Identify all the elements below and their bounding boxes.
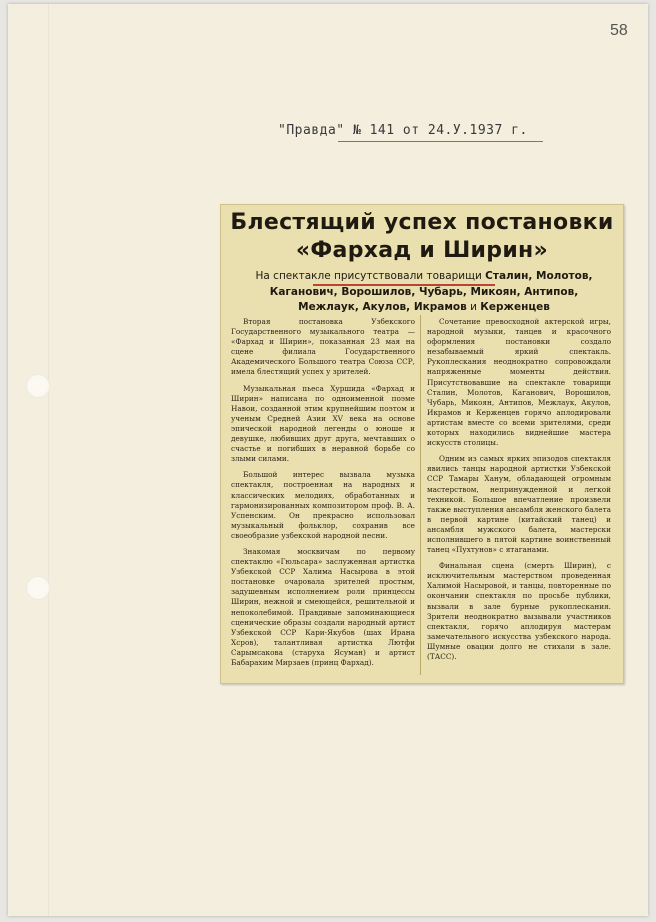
archive-sheet — [8, 4, 648, 916]
sheet-fold — [48, 4, 49, 916]
headline-line-1: Блестящий успех постановки — [230, 210, 614, 235]
newspaper-clipping — [220, 204, 624, 684]
paragraph: Музыкальная пьеса Хуршида «Фархад и Ширин» написана по одноименной поэме Навои, созданной этим крупнейшим поэтом и ученым Средней Азии XV века на основе эпической народной легенды о юноше и девушке, любивших друг друга, мечтавших о счастье и погибших в неравной борьбе со злыми силами. — [231, 383, 415, 464]
paragraph: Вторая постановка Узбекского Государственного музыкального театра — «Фархад и Ширин», показанная 23 мая на сцене филиала Государственного Академического Большого театра Союза ССР, имела блестящий успех у зрителей. — [231, 317, 415, 377]
article-column-right — [427, 317, 611, 668]
subhead-last-name: Керженцев — [480, 301, 550, 313]
source-citation: "Правда" № 141 от 24.У.1937 г. — [278, 123, 528, 138]
column-divider — [420, 315, 421, 675]
paragraph: Одним из самых ярких эпизодов спектакля явились танцы народной артистки Узбекской ССР Тамары Ханум, обладающей огромным мастерством, непринужденной и легкой техникой. Большое впечатление произвели также выступления ансамбля женского балета в первой картине (китайский танец) и ансамбля мужского балета, мастерски исполнившего в пятой картине воинственный танец «Пухтунов» с ятаганами. — [427, 454, 611, 555]
paragraph: Знакомая москвичам по первому спектаклю «Гюльсара» заслуженная артистка Узбекской ССР Халима Насырова в этой постановке очаровала зрителей простым, задушевным исполнением роли принцессы Ширин, нежной и смеющейся, решительной и непоколебимой. Правдивые запоминающиеся сценические образы создали народный артист Узбекской ССР Кари-Якубов (шах Ирана Хсров), талантливая артистка Лютфи Сарымсакова (старуха Ясуман) и артист Бабарахим Мирзаев (принц Фархад). — [231, 546, 415, 667]
subhead-names: Сталин, Молотов, Каганович, Ворошилов, Чубарь, Микоян, Антипов, Межлаук, Акулов, Икрамов — [269, 270, 593, 313]
source-underline — [338, 141, 543, 142]
subhead-and: и — [466, 301, 481, 313]
ink-underline — [313, 284, 495, 286]
page-number: 58 — [610, 22, 628, 39]
subheadline — [239, 269, 609, 316]
paragraph: Финальная сцена (смерть Ширин), с исключительным мастерством проведенная Халимой Насыровой, и танцы, повторенные по окончании спектакля по просьбе публики, вызвали в зале бурные рукоплескания. Зрители неоднократно вызывали участников спектакля, горячо аплодируя мастерам замечательного искусства узбекского народа. Шумные овации долго не стихали в зале. (ТАСС). — [427, 561, 611, 661]
punch-hole-top — [26, 374, 50, 398]
headline-line-2: «Фархад и Ширин» — [295, 238, 549, 263]
article-column-left — [231, 317, 415, 674]
punch-hole-bottom — [26, 576, 50, 600]
paragraph: Сочетание превосходной актерской игры, народной музыки, танцев и красочного оформления постановки создало незабываемый яркий спектакль. Рукоплескания неоднократно сопровождали напряженные моменты действия. Присутствовавшие на спектакле товарищи Сталин, Молотов, Каганович, Ворошилов, Чубарь, Микоян, Антипов, Межлаук, Акулов, Икрамов и Керженцев горячо аплодировали артистам вместе со всеми зрителями, среди которых находились виднейшие мастера искусств столицы. — [427, 317, 611, 448]
paragraph: Большой интерес вызвала музыка спектакля, построенная на народных и классических мелодиях, обработанных и гармонизированных композитором проф. В. А. Успенским. Он прекрасно использовал музыкальный фольклор, сохранив все своеобразие узбекской народной песни. — [231, 470, 415, 540]
subhead-intro: На спектакле присутствовали товарищи — [255, 270, 486, 282]
